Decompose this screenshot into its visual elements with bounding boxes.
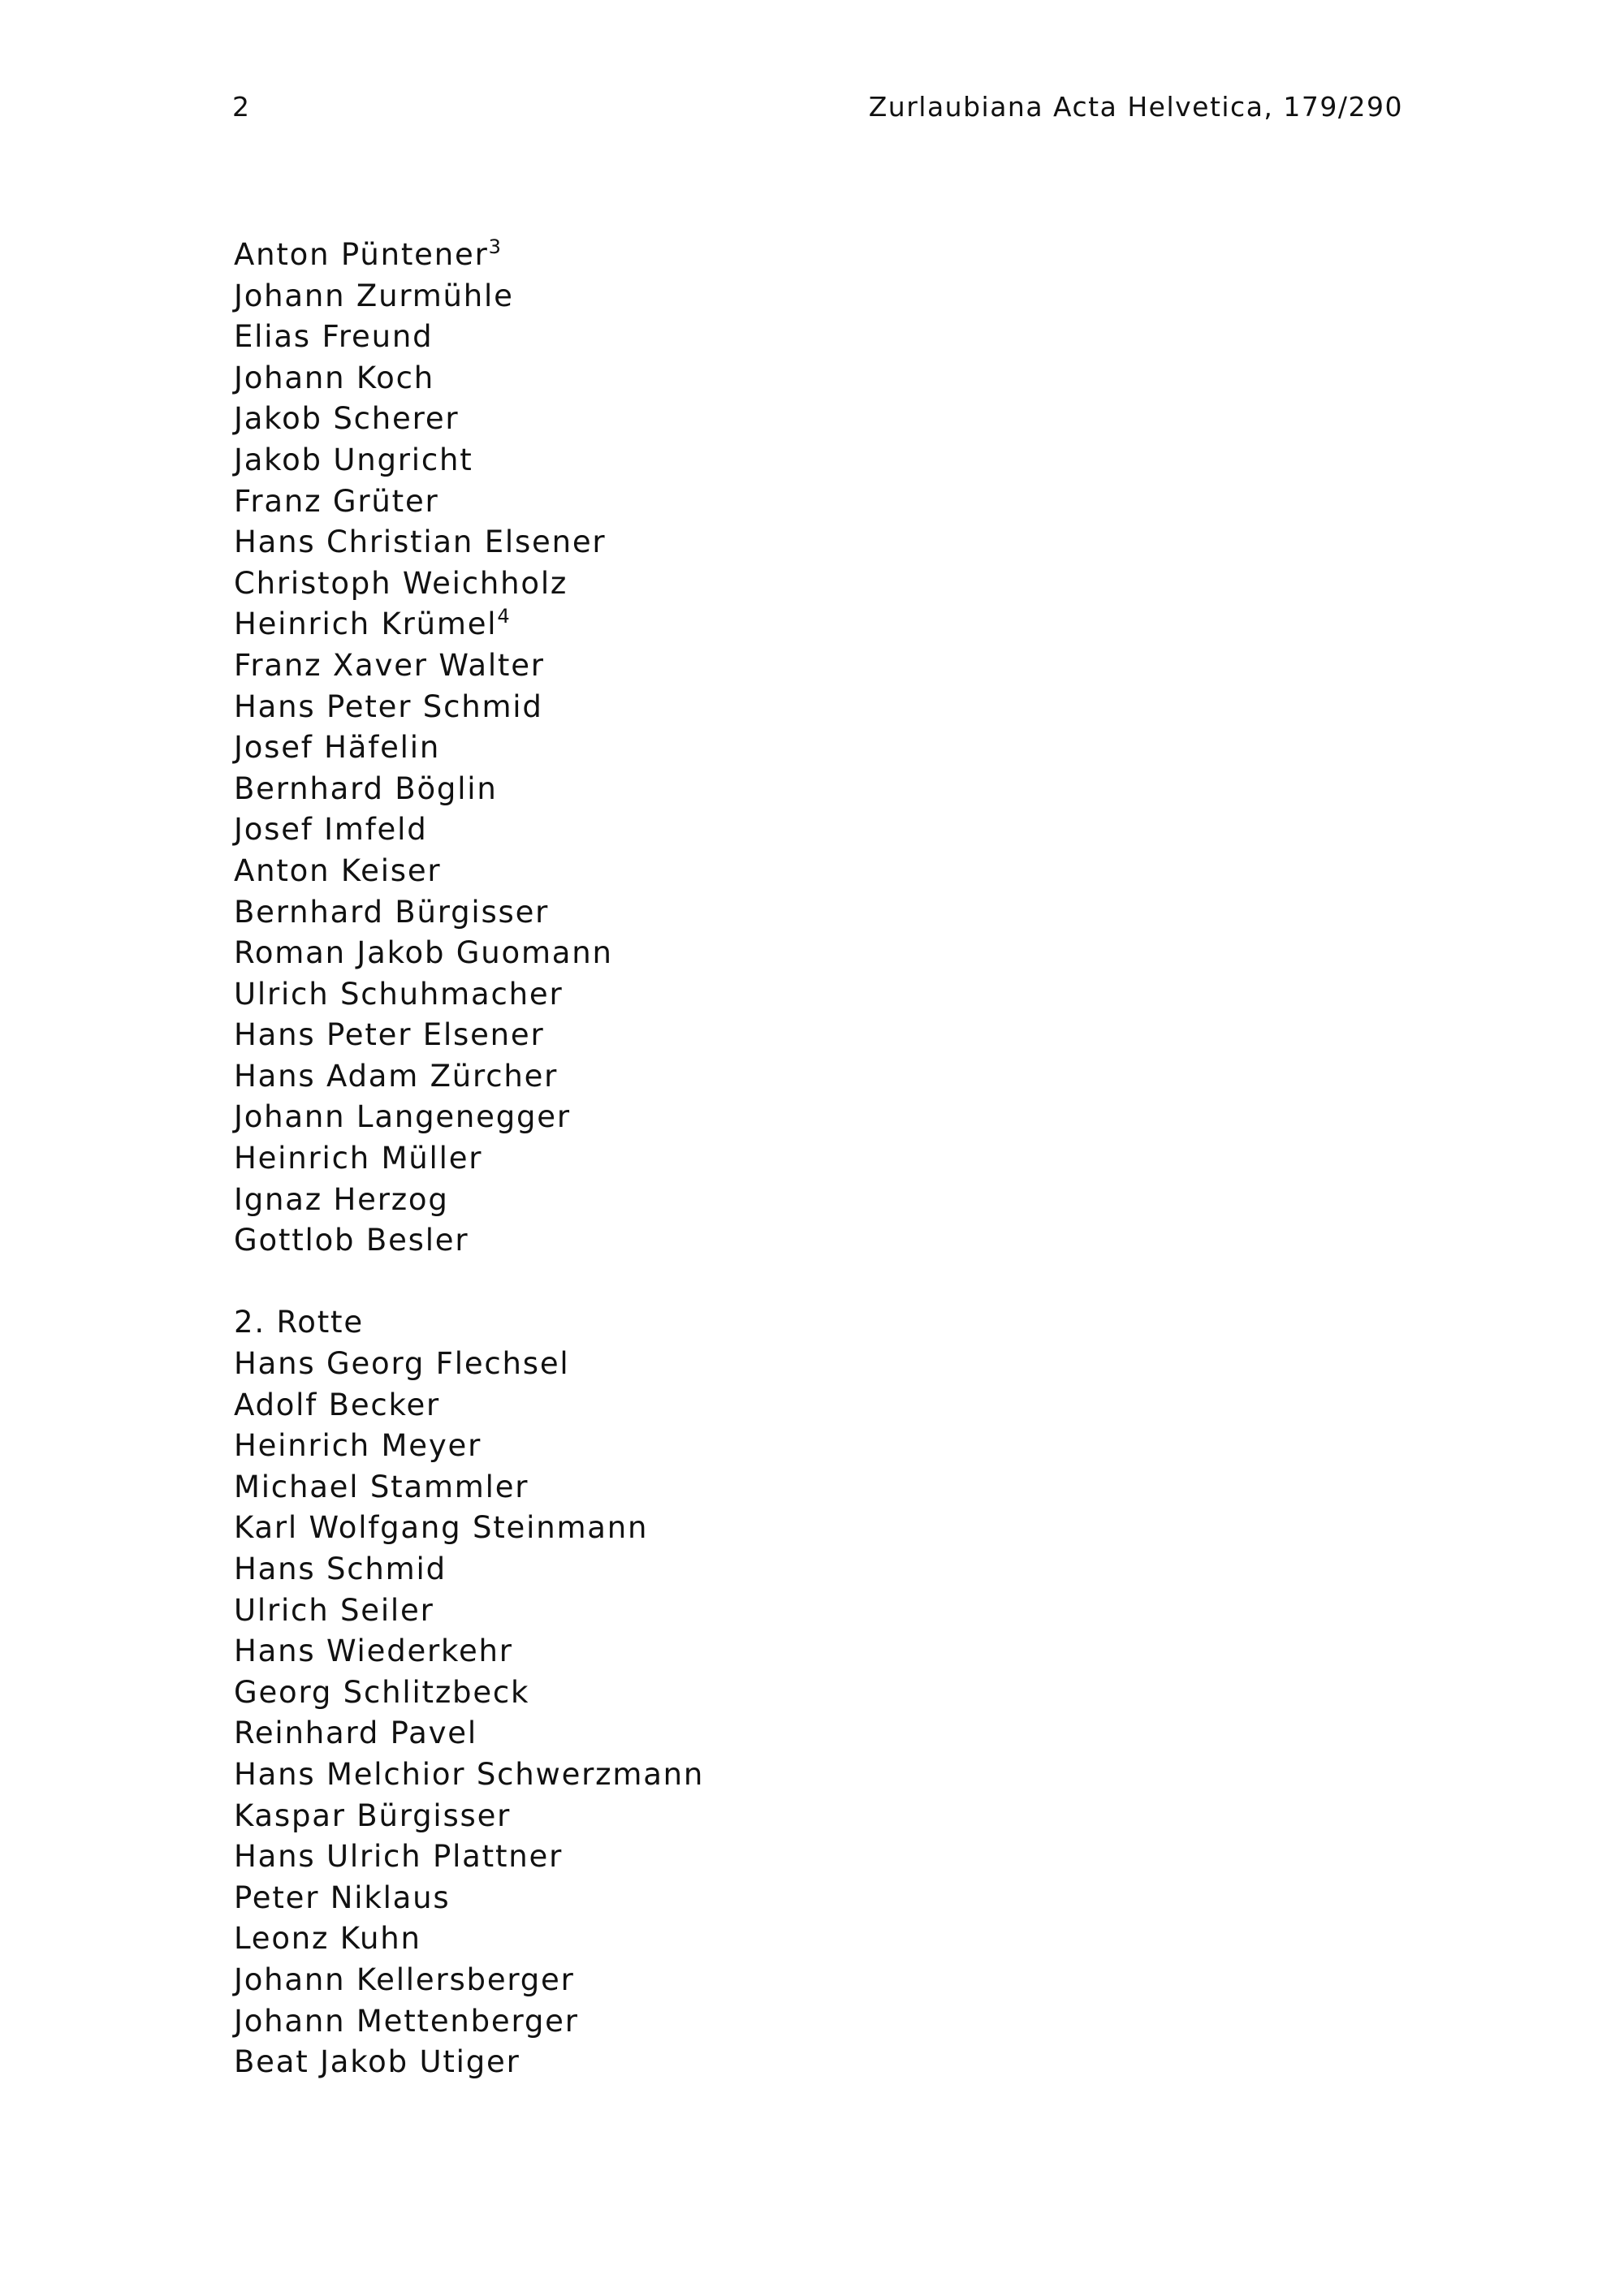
name-entry bbox=[234, 2042, 1371, 2083]
name-text: Johann Langenegger bbox=[234, 1099, 571, 1135]
name-entry bbox=[234, 317, 1371, 358]
name-entry bbox=[234, 276, 1371, 317]
name-text: Johann Mettenberger bbox=[234, 2003, 579, 2039]
name-text: Ulrich Seiler bbox=[234, 1592, 434, 1628]
name-text: Leonz Kuhn bbox=[234, 1921, 421, 1957]
name-entry bbox=[234, 1180, 1371, 1221]
name-text: Peter Niklaus bbox=[234, 1880, 451, 1915]
name-text: Franz Grüter bbox=[234, 483, 439, 519]
section-heading: 2. Rotte bbox=[234, 1305, 364, 1340]
name-entry bbox=[234, 727, 1371, 769]
name-text: Elias Freund bbox=[234, 319, 434, 355]
name-text: Christoph Weichholz bbox=[234, 565, 568, 601]
name-text: Anton Püntener bbox=[234, 237, 489, 272]
name-entry bbox=[234, 1631, 1371, 1672]
name-text: Hans Peter Schmid bbox=[234, 688, 543, 724]
name-text: Hans Schmid bbox=[234, 1552, 447, 1586]
name-text: Heinrich Krümel bbox=[234, 606, 498, 642]
name-entry bbox=[234, 1918, 1371, 1960]
name-entry bbox=[234, 1344, 1371, 1385]
page-header bbox=[0, 91, 1624, 132]
name-entry bbox=[234, 563, 1371, 605]
name-entry bbox=[234, 1385, 1371, 1426]
footnote-marker: 4 bbox=[497, 605, 510, 628]
name-text: Johann Kellersberger bbox=[234, 1962, 575, 1997]
name-text: Reinhard Pavel bbox=[234, 1716, 477, 1751]
page-number: 2 bbox=[232, 91, 250, 123]
name-entry bbox=[234, 2001, 1371, 2043]
name-entry bbox=[234, 1138, 1371, 1180]
name-entry bbox=[234, 1754, 1371, 1796]
name-entry bbox=[234, 974, 1371, 1016]
name-entry bbox=[234, 645, 1371, 687]
name-text: Hans Wiederkehr bbox=[234, 1634, 513, 1669]
name-entry bbox=[234, 1590, 1371, 1632]
footnote-marker: 3 bbox=[488, 235, 501, 258]
name-entry bbox=[234, 481, 1371, 523]
name-text: Hans Ulrich Plattner bbox=[234, 1839, 564, 1875]
name-text: Beat Jakob Utiger bbox=[234, 2044, 520, 2080]
name-text: Jakob Scherer bbox=[234, 401, 460, 437]
name-list bbox=[234, 235, 1371, 2083]
name-text: Jakob Ungricht bbox=[234, 442, 473, 477]
name-text: Franz Xaver Walter bbox=[234, 647, 545, 683]
name-entry bbox=[234, 522, 1371, 563]
name-text: Hans Adam Zürcher bbox=[234, 1058, 559, 1094]
name-text: Heinrich Müller bbox=[234, 1141, 483, 1176]
name-text: Anton Keiser bbox=[234, 852, 442, 888]
name-entry bbox=[234, 1220, 1371, 1262]
name-entry bbox=[234, 399, 1371, 440]
name-text: Hans Christian Elsener bbox=[234, 524, 607, 560]
name-entry bbox=[234, 933, 1371, 974]
name-entry bbox=[234, 1836, 1371, 1878]
name-entry bbox=[234, 1426, 1371, 1467]
name-entry bbox=[234, 687, 1371, 728]
name-text: Gottlob Besler bbox=[234, 1223, 469, 1258]
name-text: Adolf Becker bbox=[234, 1387, 441, 1422]
name-text: Hans Georg Flechsel bbox=[234, 1346, 570, 1382]
name-text: Michael Stammler bbox=[234, 1469, 529, 1504]
name-text: Ignaz Herzog bbox=[234, 1181, 449, 1217]
name-text: Johann Zurmühle bbox=[234, 278, 514, 313]
name-text: Johann Koch bbox=[234, 360, 434, 395]
name-text: Roman Jakob Guomann bbox=[234, 935, 613, 971]
document-body bbox=[234, 235, 1371, 2083]
name-text: Karl Wolfgang Steinmann bbox=[234, 1510, 649, 1546]
name-entry bbox=[234, 1056, 1371, 1098]
name-entry bbox=[234, 1796, 1371, 1837]
name-entry bbox=[234, 851, 1371, 892]
name-entry bbox=[234, 235, 1371, 276]
name-text: Josef Häfelin bbox=[234, 730, 441, 766]
name-entry bbox=[234, 1672, 1371, 1714]
name-entry bbox=[234, 769, 1371, 810]
name-entry bbox=[234, 1549, 1371, 1590]
name-entry bbox=[234, 1015, 1371, 1056]
name-text: Bernhard Bürgisser bbox=[234, 894, 550, 930]
name-entry bbox=[234, 440, 1371, 481]
name-text: Hans Peter Elsener bbox=[234, 1017, 545, 1053]
name-entry bbox=[234, 1960, 1371, 2001]
blank-line bbox=[234, 1262, 1371, 1303]
name-text: Heinrich Meyer bbox=[234, 1428, 482, 1464]
name-entry bbox=[234, 809, 1371, 851]
name-entry bbox=[234, 1508, 1371, 1549]
running-title: Zurlaubiana Acta Helvetica, 179/290 bbox=[868, 91, 1403, 123]
name-text: Hans Melchior Schwerzmann bbox=[234, 1756, 705, 1792]
name-entry bbox=[234, 1097, 1371, 1138]
name-text: Georg Schlitzbeck bbox=[234, 1674, 530, 1710]
name-text: Kaspar Bürgisser bbox=[234, 1798, 512, 1833]
name-entry bbox=[234, 358, 1371, 399]
name-text: Ulrich Schuhmacher bbox=[234, 976, 564, 1012]
name-text: Bernhard Böglin bbox=[234, 770, 498, 806]
name-entry bbox=[234, 1878, 1371, 1919]
name-entry bbox=[234, 1467, 1371, 1508]
name-entry bbox=[234, 892, 1371, 934]
name-entry bbox=[234, 604, 1371, 645]
name-entry bbox=[234, 1713, 1371, 1754]
name-text: Josef Imfeld bbox=[234, 812, 428, 848]
